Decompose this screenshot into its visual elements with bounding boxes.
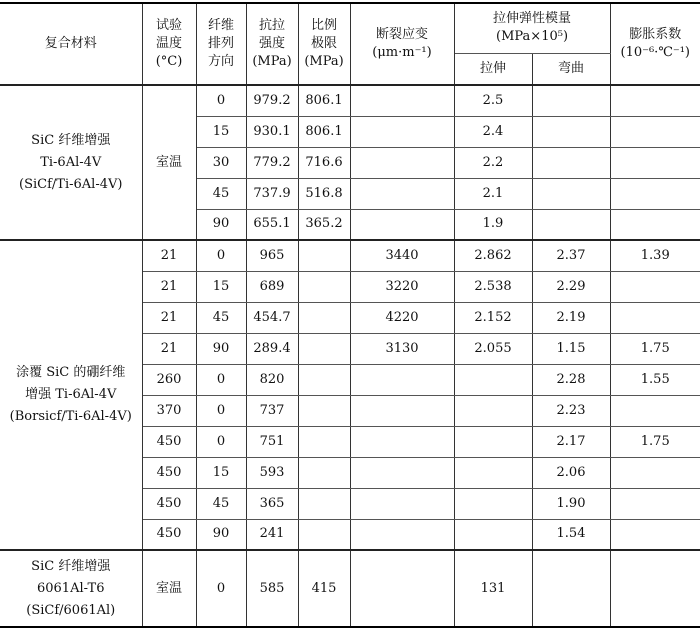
modulus-tension-cell [454,457,532,488]
modulus-bending-cell: 1.90 [532,488,610,519]
tensile-strength-cell: 751 [246,426,298,457]
modulus-tension-cell: 2.4 [454,116,532,147]
expansion-cell [610,116,700,147]
tensile-strength-cell: 979.2 [246,85,298,116]
modulus-bending-cell: 2.29 [532,271,610,302]
col-header-modulus-bending: 弯曲 [532,53,610,85]
fiber-direction-cell: 45 [196,302,246,333]
proportional-limit-cell: 806.1 [298,116,350,147]
proportional-limit-cell [298,395,350,426]
expansion-cell [610,209,700,240]
temperature-cell: 450 [142,519,196,550]
expansion-cell [610,85,700,116]
fracture-strain-cell [350,519,454,550]
table-row [0,550,700,627]
tensile-strength-cell: 965 [246,240,298,271]
temperature-cell: 450 [142,488,196,519]
expansion-cell: 1.39 [610,240,700,271]
fiber-direction-cell: 0 [196,364,246,395]
fiber-direction-cell: 0 [196,240,246,271]
modulus-tension-cell: 2.2 [454,147,532,178]
proportional-limit-cell: 365.2 [298,209,350,240]
tensile-strength-cell: 655.1 [246,209,298,240]
proportional-limit-cell [298,302,350,333]
fracture-strain-cell [350,550,454,627]
temperature-cell: 450 [142,426,196,457]
temperature-cell: 室温 [142,550,196,627]
expansion-cell [610,457,700,488]
proportional-limit-cell [298,240,350,271]
modulus-tension-cell [454,395,532,426]
col-header-fiber-direction: 纤维 排列 方向 [196,3,246,85]
modulus-tension-cell [454,519,532,550]
proportional-limit-cell [298,364,350,395]
tensile-strength-cell: 585 [246,550,298,627]
fiber-direction-cell: 0 [196,550,246,627]
expansion-cell [610,488,700,519]
modulus-bending-cell: 2.28 [532,364,610,395]
fracture-strain-cell [350,147,454,178]
modulus-tension-cell: 2.5 [454,85,532,116]
fracture-strain-cell [350,426,454,457]
tensile-strength-cell: 593 [246,457,298,488]
modulus-bending-cell: 2.23 [532,395,610,426]
temperature-cell: 室温 [142,85,196,240]
tensile-strength-cell: 737.9 [246,178,298,209]
col-header-temperature: 试验 温度 (°C) [142,3,196,85]
modulus-bending-cell: 2.19 [532,302,610,333]
fracture-strain-cell [350,395,454,426]
proportional-limit-cell [298,426,350,457]
proportional-limit-cell [298,519,350,550]
modulus-tension-cell: 131 [454,550,532,627]
table-row [0,85,700,116]
tensile-strength-cell: 289.4 [246,333,298,364]
tensile-strength-cell: 779.2 [246,147,298,178]
table-row [0,240,700,271]
fracture-strain-cell: 3220 [350,271,454,302]
fiber-direction-cell: 30 [196,147,246,178]
temperature-cell: 21 [142,271,196,302]
fracture-strain-cell: 3130 [350,333,454,364]
modulus-tension-cell [454,488,532,519]
temperature-cell: 21 [142,240,196,271]
modulus-tension-cell: 2.152 [454,302,532,333]
proportional-limit-cell: 516.8 [298,178,350,209]
fiber-direction-cell: 15 [196,116,246,147]
modulus-tension-cell: 2.055 [454,333,532,364]
expansion-cell [610,271,700,302]
proportional-limit-cell [298,488,350,519]
fiber-direction-cell: 90 [196,519,246,550]
col-header-fracture-strain: 断裂应变 (μm·m⁻¹) [350,3,454,85]
modulus-tension-cell: 2.538 [454,271,532,302]
modulus-tension-cell [454,426,532,457]
tensile-strength-cell: 454.7 [246,302,298,333]
fiber-direction-cell: 90 [196,209,246,240]
fiber-direction-cell: 90 [196,333,246,364]
temperature-cell: 450 [142,457,196,488]
modulus-bending-cell [532,178,610,209]
tensile-strength-cell: 930.1 [246,116,298,147]
proportional-limit-cell [298,333,350,364]
col-header-proportional-limit: 比例 极限 (MPa) [298,3,350,85]
fracture-strain-cell [350,85,454,116]
modulus-bending-cell: 2.37 [532,240,610,271]
fiber-direction-cell: 0 [196,85,246,116]
expansion-cell [610,302,700,333]
modulus-bending-cell [532,85,610,116]
col-header-material: 复合材料 [0,3,142,85]
tensile-strength-cell: 820 [246,364,298,395]
fracture-strain-cell: 4220 [350,302,454,333]
temperature-cell: 260 [142,364,196,395]
tensile-strength-cell: 737 [246,395,298,426]
fracture-strain-cell [350,364,454,395]
fiber-direction-cell: 15 [196,271,246,302]
proportional-limit-cell: 806.1 [298,85,350,116]
temperature-cell: 370 [142,395,196,426]
fracture-strain-cell: 3440 [350,240,454,271]
col-header-modulus-tension: 拉伸 [454,53,532,85]
fiber-direction-cell: 45 [196,488,246,519]
col-header-tensile-modulus: 拉伸弹性模量 (MPa×10⁵) [454,3,610,53]
modulus-bending-cell: 1.15 [532,333,610,364]
proportional-limit-cell [298,457,350,488]
modulus-bending-cell: 2.17 [532,426,610,457]
modulus-tension-cell: 1.9 [454,209,532,240]
col-header-expansion-coefficient: 膨胀系数 (10⁻⁶·℃⁻¹) [610,3,700,85]
temperature-cell: 21 [142,333,196,364]
modulus-bending-cell [532,209,610,240]
col-header-tensile-strength: 抗拉 强度 (MPa) [246,3,298,85]
fracture-strain-cell [350,209,454,240]
expansion-cell [610,550,700,627]
modulus-tension-cell: 2.1 [454,178,532,209]
tensile-strength-cell: 365 [246,488,298,519]
modulus-bending-cell [532,550,610,627]
tensile-strength-cell: 689 [246,271,298,302]
expansion-cell [610,395,700,426]
proportional-limit-cell: 415 [298,550,350,627]
tensile-strength-cell: 241 [246,519,298,550]
modulus-bending-cell [532,116,610,147]
material-cell: 涂覆 SiC 的硼纤维 增强 Ti-6Al-4V (Borsicf/Ti-6Al-4V) [0,240,142,550]
fiber-direction-cell: 15 [196,457,246,488]
fracture-strain-cell [350,116,454,147]
expansion-cell [610,147,700,178]
fracture-strain-cell [350,488,454,519]
expansion-cell: 1.55 [610,364,700,395]
expansion-cell: 1.75 [610,426,700,457]
fiber-direction-cell: 0 [196,426,246,457]
expansion-cell: 1.75 [610,333,700,364]
proportional-limit-cell [298,271,350,302]
expansion-cell [610,519,700,550]
modulus-tension-cell: 2.862 [454,240,532,271]
material-cell: SiC 纤维增强 Ti-6Al-4V (SiCf/Ti-6Al-4V) [0,85,142,240]
fracture-strain-cell [350,457,454,488]
expansion-cell [610,178,700,209]
modulus-bending-cell [532,147,610,178]
fiber-direction-cell: 45 [196,178,246,209]
composite-properties-table [0,2,700,628]
modulus-bending-cell: 2.06 [532,457,610,488]
material-cell: SiC 纤维增强 6061Al-T6 (SiCf/6061Al) [0,550,142,627]
modulus-bending-cell: 1.54 [532,519,610,550]
fracture-strain-cell [350,178,454,209]
modulus-tension-cell [454,364,532,395]
fiber-direction-cell: 0 [196,395,246,426]
temperature-cell: 21 [142,302,196,333]
header-row [0,3,700,53]
proportional-limit-cell: 716.6 [298,147,350,178]
